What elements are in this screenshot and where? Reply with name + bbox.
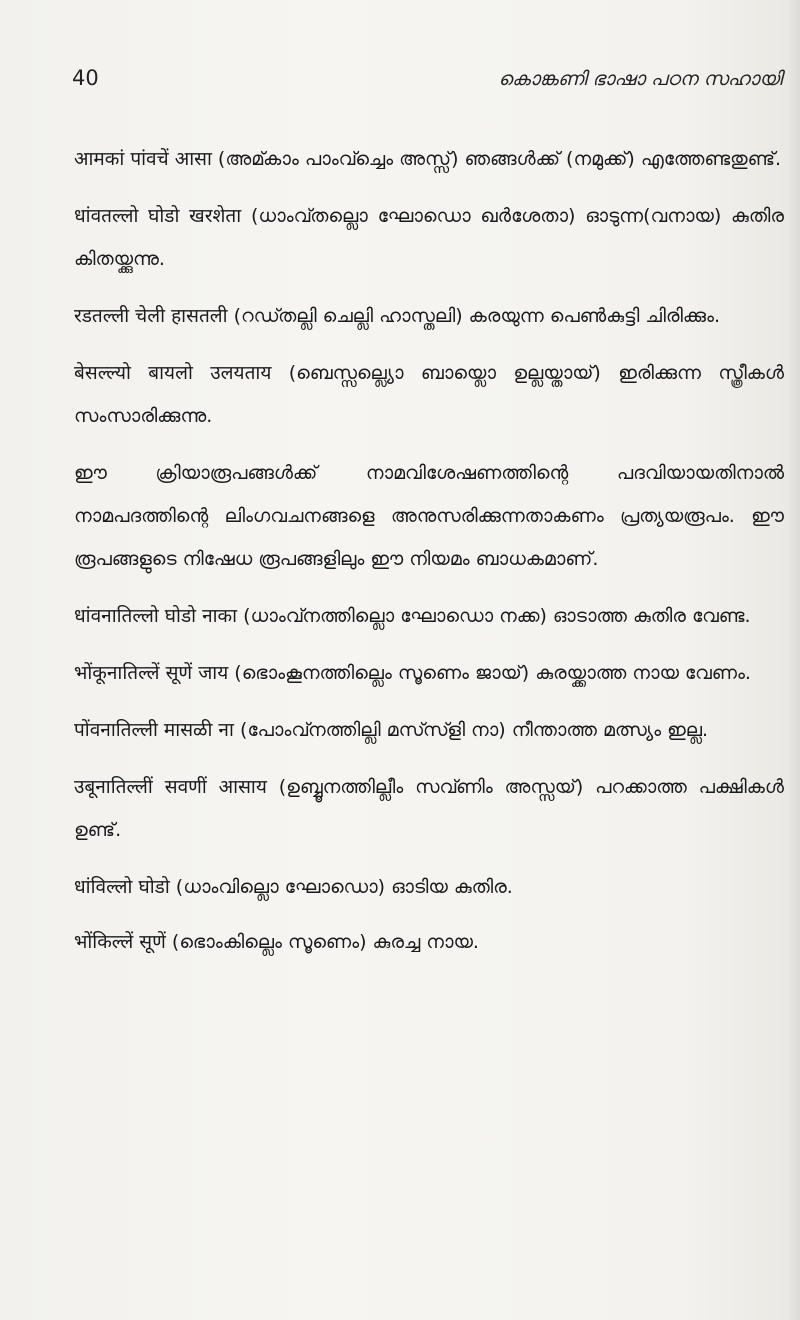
- paragraph: धांविल्लो घोडो (ധാംവില്ലൊ ഘോഡൊ) ഓടിയ കുതിര.: [74, 876, 513, 898]
- paragraph: धांवनातिल्लो घोडो नाका (ധാംവ്നത്തില്ലൊ ഘോഡൊ നക്ക) ഓടാത്ത കുതിര വേണ്ട.: [74, 605, 751, 627]
- paragraph: भोंकिल्लें सूणें (ഭൊംകില്ലെം സൂണെം) കുരച്ച നായ.: [74, 931, 479, 953]
- running-title: കൊങ്കണി ഭാഷാ പഠന സഹായി: [498, 68, 782, 90]
- page-number: 40: [72, 66, 99, 90]
- paragraph: धांवतल्लो घोडो खरशेता (ധാംവ്തല്ലൊ ഘോഡൊ ഖർശേതാ) ഓടുന്ന(വനായ) കുതിര കിതയ്ക്കുന്നു.: [74, 205, 784, 270]
- page-header: [72, 66, 782, 102]
- paragraph: बेसल्ल्यो बायलो उलयताय (ബെസ്സല്ല്യൊ ബായ്ലൊ ഉല്ലയ്തായ്) ഇരിക്കുന്ന സ്ത്രീകൾ സംസാരിക്കുന്നു.: [74, 362, 784, 427]
- paragraph: आमकां पांवचें आसा (അമ്കാം പാംവ്ച്ചെം അസ്സ്) ഞങ്ങൾക്ക് (നമുക്ക്) എത്തേണ്ടതുണ്ട്.: [74, 148, 782, 170]
- page-body: [74, 138, 784, 976]
- paragraph: भोंकूनातिल्लें सूणें जाय (ഭൊംകൂനത്തില്ലെം സൂണെം ജായ്) കുരയ്ക്കാത്ത നായ വേണം.: [74, 662, 751, 684]
- paragraph: पोंवनातिल्ली मासळी ना (പോംവ്നത്തില്ലി മസ്സ്ളി നാ) നീന്താത്ത മത്സ്യം ഇല്ല.: [74, 719, 709, 741]
- paragraph: रडतल्ली चेली हासतली (റഡ്തല്ലി ചെല്ലി ഹാസ്തലി) കരയുന്ന പെൺകുട്ടി ചിരിക്കും.: [74, 305, 721, 327]
- page-edge-shadow: [786, 0, 800, 1320]
- paragraph: ഈ ക്രിയാരൂപങ്ങൾക്ക് നാമവിശേഷണത്തിന്റെ പദവിയായതിനാൽ നാമപദത്തിന്റെ ലിംഗവചനങ്ങളെ അനുസരിക്കുന്നതാകണം പ്രത്യയരൂപം. ഈ രൂപങ്ങളുടെ നിഷേധ രൂപങ്ങളിലും ഈ നിയമം ബാധകമാണ്.: [74, 462, 784, 570]
- paragraph: उबूनातिल्लीं सवणीं आसाय (ഉബ്ബൂനത്തില്ലീം സവ്ണിം അസ്സയ്) പറക്കാത്ത പക്ഷികൾ ഉണ്ട്.: [74, 776, 784, 841]
